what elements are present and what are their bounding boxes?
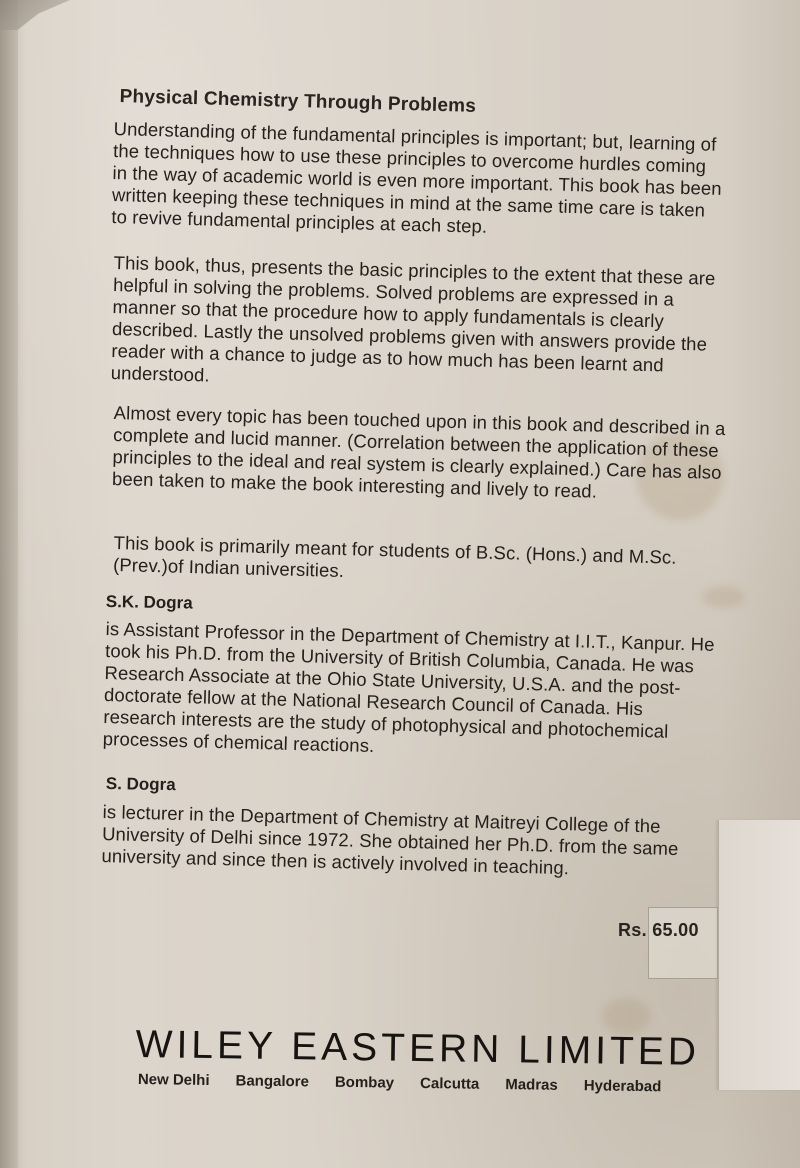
publisher-name: WILEY EASTERN LIMITED [135, 1023, 701, 1074]
author-bio-1 [102, 618, 716, 757]
paragraph-text: is lecturer in the Department of Chemistry at Maitreyi College of the University of Delhi since 1972. She obtained her Ph.D. from the same university and since then is actively involved in teaching. [101, 801, 679, 879]
description-paragraph-2 [110, 252, 726, 386]
description-paragraph-1 [111, 118, 726, 237]
city-item: Hyderabad [583, 1077, 662, 1096]
audience-paragraph [112, 532, 726, 582]
torn-corner [0, 0, 70, 30]
author-name-1: S.K. Dogra [105, 592, 193, 613]
paragraph-text: Almost every topic has been touched upon in this book and described in a complete and lucid manner. (Correlation between the application of these principles to the ideal and real system is clearly explained.) Care has also been taken to make the book interesting and lively to read. [111, 402, 726, 502]
price-tag-border [648, 907, 718, 979]
price-label: Rs. 65.00 [618, 920, 699, 940]
publisher-cities [138, 1071, 678, 1096]
paper-stain [602, 998, 650, 1034]
city-item: Madras [505, 1076, 558, 1094]
author-bio-2 [101, 801, 713, 879]
book-spine-shadow [0, 0, 18, 1168]
paragraph-text: Understanding of the fundamental principles is important; but, learning of the techniques how to use these principles to overcome hurdles coming in the way of academic world is even more important. This book has been written keeping these techniques in mind at the same time care is taken to revive fundamental principles at each step. [111, 118, 722, 237]
city-item: New Delhi [137, 1071, 210, 1089]
author-name-2: S. Dogra [105, 774, 176, 795]
city-item: Bangalore [235, 1072, 310, 1091]
paragraph-text: is Assistant Professor in the Department of Chemistry at I.I.T., Kanpur. He took his Ph.D. from the University of British Columbia, Canada. He was Research Associate at the Ohio State University, U.S.A. and the post-doctorate fellow at the National Research Council of Canada. His research interests are the study of photophysical and photochemical processes of chemical reactions. [102, 618, 715, 757]
paragraph-text: This book, thus, presents the basic principles to the extent that these are helpful in solving the problems. Solved problems are expressed in a manner so that the procedure how to apply fundamentals is clearly described. Lastly the unsolved problems given with answers provide the reader with a chance to judge as to how much has been learnt and understood. [110, 252, 716, 386]
city-item: Calcutta [419, 1074, 480, 1093]
book-title: Physical Chemistry Through Problems [119, 86, 477, 117]
inner-page-edge [718, 820, 800, 1090]
paragraph-text: This book is primarily meant for students of B.Sc. (Hons.) and M.Sc. (Prev.)of Indian universities. [112, 532, 677, 582]
city-item: Bombay [334, 1073, 395, 1092]
description-paragraph-3 [111, 402, 726, 502]
